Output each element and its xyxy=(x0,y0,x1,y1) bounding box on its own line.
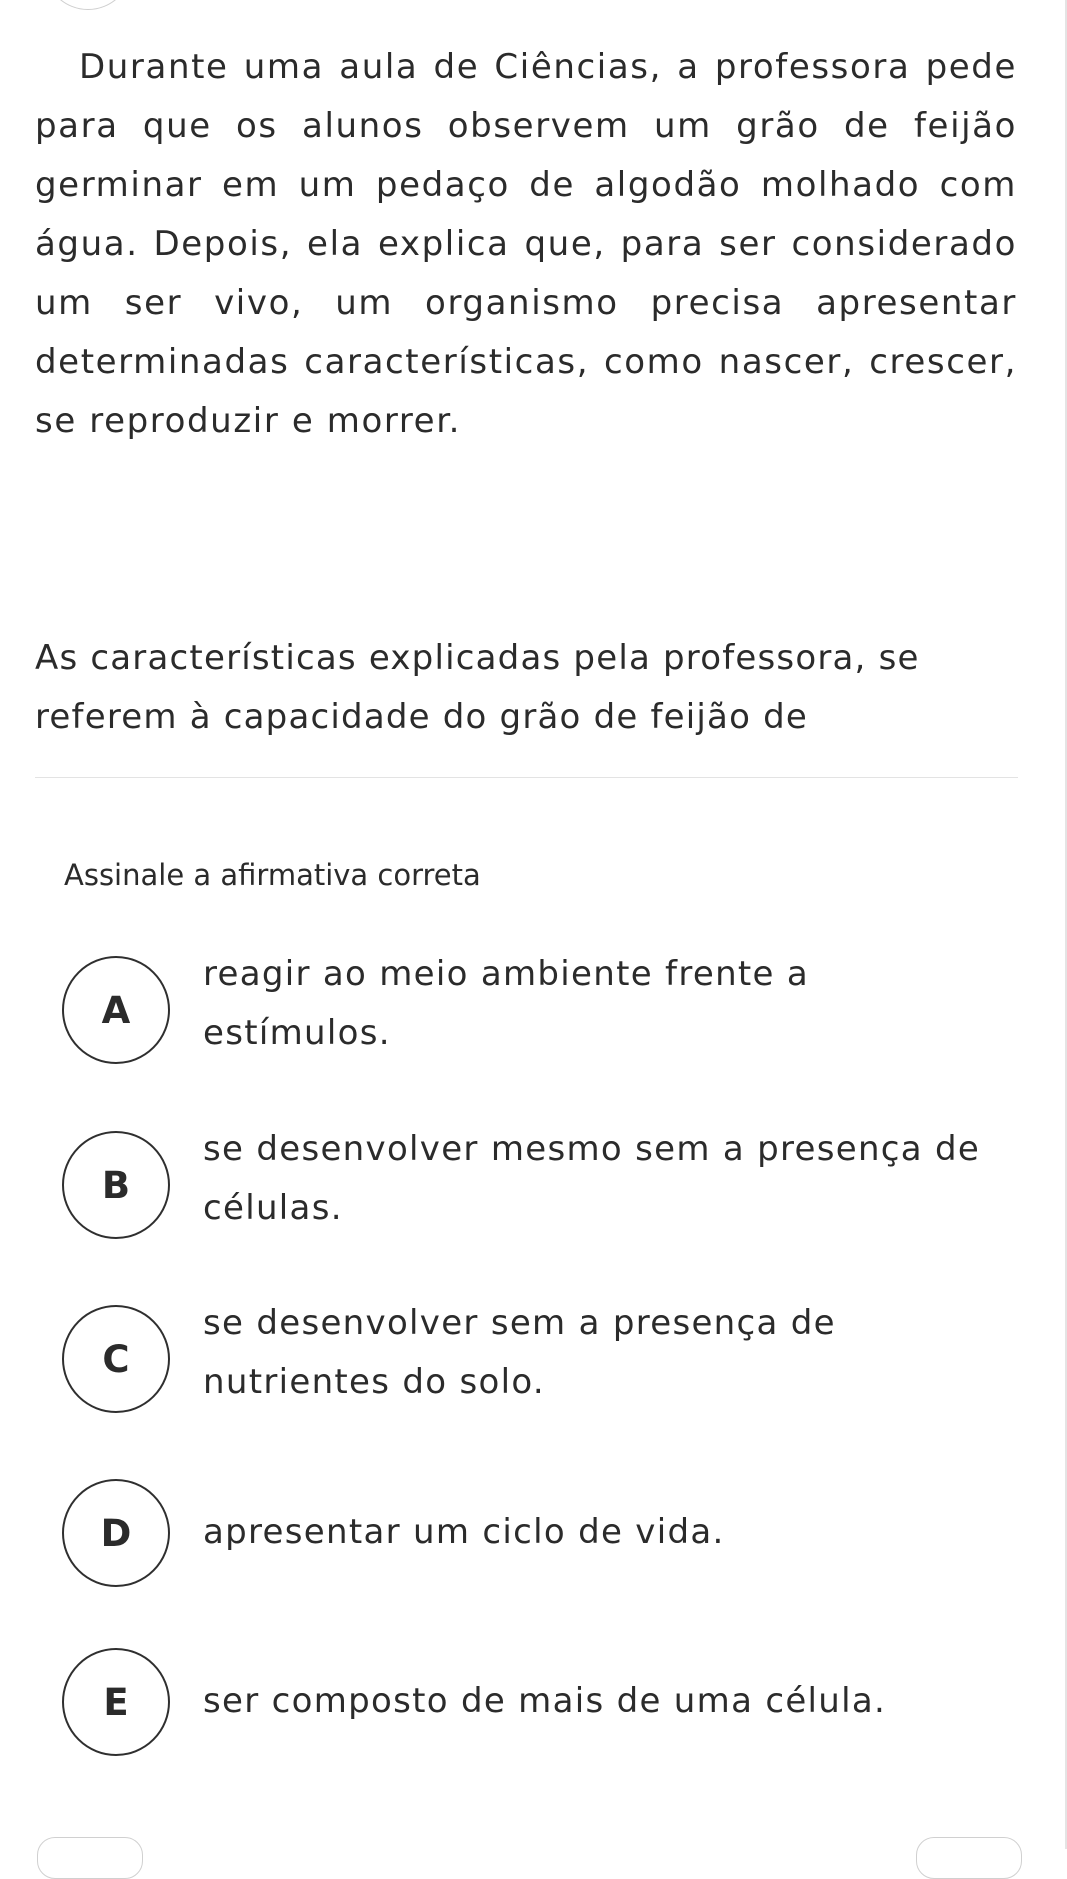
option-a-text[interactable]: reagir ao meio ambiente frente a estímulos. xyxy=(203,954,810,1053)
option-e-text[interactable]: ser composto de mais de uma célula. xyxy=(203,1681,887,1721)
question-stem: Durante uma aula de Ciências, a professora pede para que os alunos observem um grão de feijão germinar em um pedaço de algodão molhado com água. Depois, ela explica que, para ser considerado um ser vivo, um organismo precisa apresentar determinadas características, como nascer, crescer, se reproduzir e morrer. xyxy=(35,47,1017,441)
option-d-text[interactable]: apresentar um ciclo de vida. xyxy=(203,1512,725,1552)
previous-item-circle xyxy=(44,0,132,10)
option-b-text[interactable]: se desenvolver mesmo sem a presença de células. xyxy=(203,1129,981,1228)
option-b-badge[interactable]: B xyxy=(62,1131,170,1239)
option-a-badge[interactable]: A xyxy=(62,956,170,1064)
option-c-badge[interactable]: C xyxy=(62,1305,170,1413)
divider xyxy=(35,777,1018,778)
bottom-right-tab[interactable] xyxy=(916,1837,1022,1879)
option-d-badge[interactable]: D xyxy=(62,1479,170,1587)
instruction-label: Assinale a afirmativa correta xyxy=(64,858,481,892)
question-prompt: As características explicadas pela professora, se referem à capacidade do grão de feijão de xyxy=(35,638,920,737)
option-e-badge[interactable]: E xyxy=(62,1648,170,1756)
option-c-text[interactable]: se desenvolver sem a presença de nutrientes do solo. xyxy=(203,1303,836,1402)
bottom-left-tab[interactable] xyxy=(37,1837,143,1879)
